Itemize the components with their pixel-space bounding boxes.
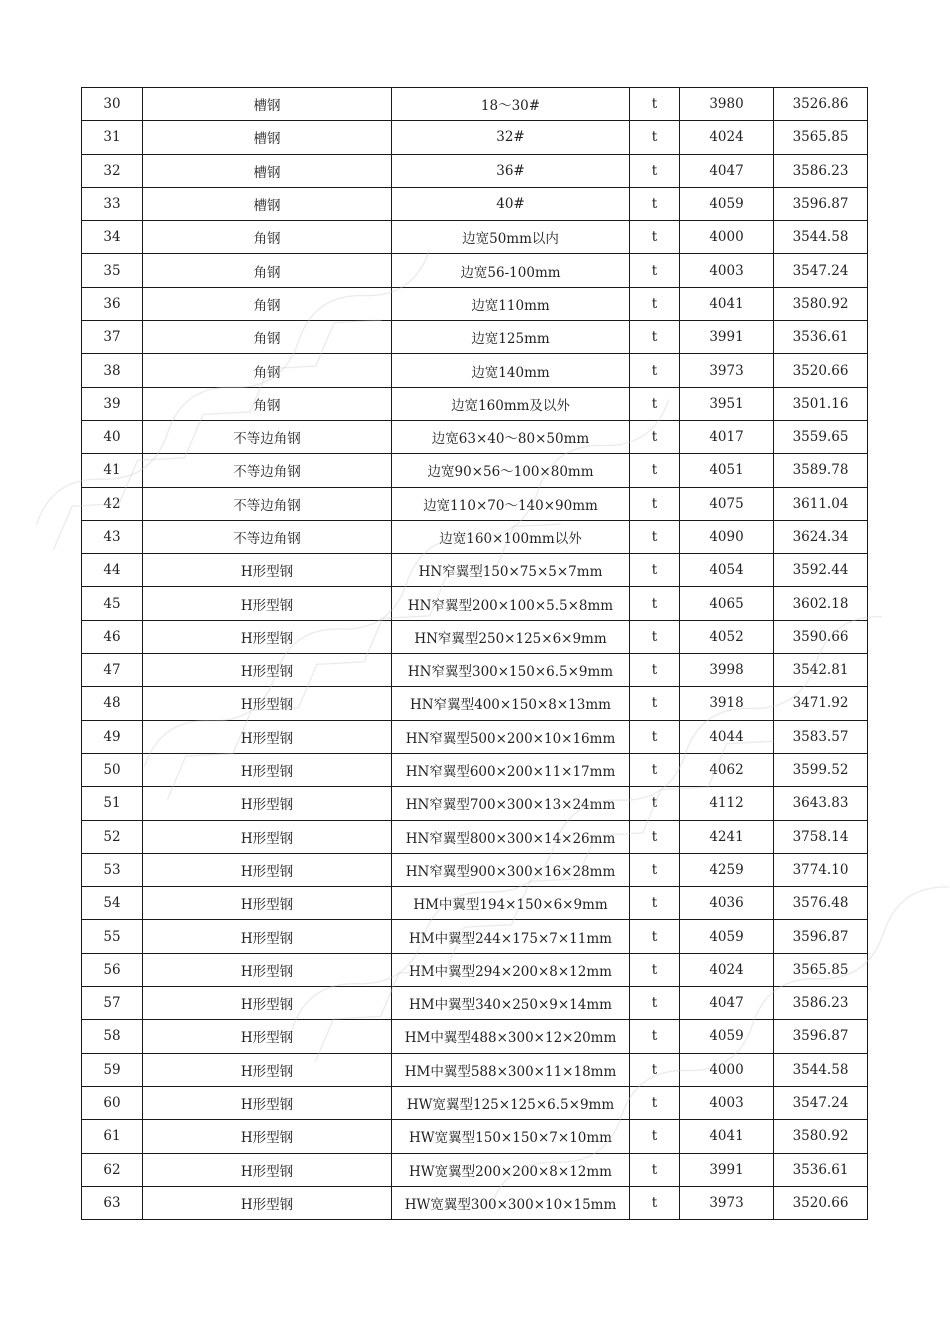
table-row — [82, 620, 868, 653]
price-tax-included-cell: 4036 — [680, 887, 774, 920]
material-name-cell: 角钢 — [143, 254, 392, 287]
price-tax-excluded-cell: 3586.23 — [774, 987, 868, 1020]
row-number-cell: 56 — [82, 953, 143, 986]
material-name-cell: 槽钢 — [143, 187, 392, 220]
table-row — [82, 487, 868, 520]
price-tax-included-cell: 4062 — [680, 753, 774, 786]
price-tax-included-cell: 4051 — [680, 454, 774, 487]
material-name-cell: H形型钢 — [143, 1153, 392, 1186]
table-row — [82, 820, 868, 853]
row-number-cell: 30 — [82, 88, 143, 121]
table-row — [82, 720, 868, 753]
price-tax-excluded-cell: 3586.23 — [774, 154, 868, 187]
table-row — [82, 354, 868, 387]
price-tax-included-cell: 3998 — [680, 654, 774, 687]
price-tax-included-cell: 4075 — [680, 487, 774, 520]
material-name-cell: H形型钢 — [143, 1086, 392, 1119]
price-tax-excluded-cell: 3536.61 — [774, 321, 868, 354]
table-row — [82, 1186, 868, 1219]
price-tax-included-cell: 3991 — [680, 1153, 774, 1186]
unit-cell: t — [630, 620, 680, 653]
price-tax-included-cell: 4000 — [680, 1053, 774, 1086]
unit-cell: t — [630, 987, 680, 1020]
specification-cell: HN窄翼型200×100×5.5×8mm — [392, 587, 630, 620]
specification-cell: HW宽翼型300×300×10×15mm — [392, 1186, 630, 1219]
price-tax-included-cell: 4047 — [680, 154, 774, 187]
material-name-cell: H形型钢 — [143, 720, 392, 753]
table-row — [82, 1086, 868, 1119]
price-tax-included-cell: 4112 — [680, 787, 774, 820]
price-tax-excluded-cell: 3580.92 — [774, 287, 868, 320]
unit-cell: t — [630, 387, 680, 420]
row-number-cell: 54 — [82, 887, 143, 920]
specification-cell: HN窄翼型500×200×10×16mm — [392, 720, 630, 753]
specification-cell: HN窄翼型300×150×6.5×9mm — [392, 654, 630, 687]
row-number-cell: 32 — [82, 154, 143, 187]
price-tax-included-cell: 3980 — [680, 88, 774, 121]
row-number-cell: 31 — [82, 121, 143, 154]
unit-cell: t — [630, 88, 680, 121]
unit-cell: t — [630, 420, 680, 453]
price-tax-excluded-cell: 3547.24 — [774, 254, 868, 287]
unit-cell: t — [630, 820, 680, 853]
specification-cell: 边宽90×56～100×80mm — [392, 454, 630, 487]
row-number-cell: 34 — [82, 221, 143, 254]
unit-cell: t — [630, 221, 680, 254]
price-tax-included-cell: 3951 — [680, 387, 774, 420]
unit-cell: t — [630, 487, 680, 520]
material-name-cell: 槽钢 — [143, 121, 392, 154]
price-tax-included-cell: 3973 — [680, 354, 774, 387]
material-name-cell: H形型钢 — [143, 620, 392, 653]
price-tax-included-cell: 4047 — [680, 987, 774, 1020]
unit-cell: t — [630, 654, 680, 687]
material-name-cell: 不等边角钢 — [143, 420, 392, 453]
table-row — [82, 1020, 868, 1053]
price-tax-included-cell: 4241 — [680, 820, 774, 853]
specification-cell: 36# — [392, 154, 630, 187]
price-tax-excluded-cell: 3583.57 — [774, 720, 868, 753]
material-name-cell: H形型钢 — [143, 1186, 392, 1219]
material-name-cell: 不等边角钢 — [143, 520, 392, 553]
unit-cell: t — [630, 1020, 680, 1053]
price-tax-included-cell: 3973 — [680, 1186, 774, 1219]
price-tax-excluded-cell: 3596.87 — [774, 920, 868, 953]
unit-cell: t — [630, 187, 680, 220]
specification-cell: 32# — [392, 121, 630, 154]
specification-cell: HN窄翼型250×125×6×9mm — [392, 620, 630, 653]
price-tax-included-cell: 4044 — [680, 720, 774, 753]
specification-cell: HM中翼型588×300×11×18mm — [392, 1053, 630, 1086]
material-name-cell: H形型钢 — [143, 587, 392, 620]
unit-cell: t — [630, 753, 680, 786]
row-number-cell: 60 — [82, 1086, 143, 1119]
price-tax-excluded-cell: 3590.66 — [774, 620, 868, 653]
unit-cell: t — [630, 454, 680, 487]
specification-cell: 边宽110×70～140×90mm — [392, 487, 630, 520]
table-row — [82, 187, 868, 220]
unit-cell: t — [630, 121, 680, 154]
price-tax-excluded-cell: 3774.10 — [774, 853, 868, 886]
row-number-cell: 52 — [82, 820, 143, 853]
material-name-cell: 槽钢 — [143, 154, 392, 187]
specification-cell: 边宽125mm — [392, 321, 630, 354]
unit-cell: t — [630, 687, 680, 720]
material-name-cell: H形型钢 — [143, 554, 392, 587]
specification-cell: HN窄翼型600×200×11×17mm — [392, 753, 630, 786]
price-tax-excluded-cell: 3596.87 — [774, 1020, 868, 1053]
table-row — [82, 587, 868, 620]
price-tax-excluded-cell: 3596.87 — [774, 187, 868, 220]
table-row — [82, 687, 868, 720]
price-tax-included-cell: 4017 — [680, 420, 774, 453]
price-tax-included-cell: 4065 — [680, 587, 774, 620]
material-name-cell: H形型钢 — [143, 1120, 392, 1153]
specification-cell: HW宽翼型125×125×6.5×9mm — [392, 1086, 630, 1119]
unit-cell: t — [630, 887, 680, 920]
unit-cell: t — [630, 920, 680, 953]
price-tax-included-cell: 4052 — [680, 620, 774, 653]
material-name-cell: H形型钢 — [143, 1020, 392, 1053]
specification-cell: 边宽63×40～80×50mm — [392, 420, 630, 453]
specification-cell: HM中翼型294×200×8×12mm — [392, 953, 630, 986]
material-name-cell: 角钢 — [143, 221, 392, 254]
price-tax-included-cell: 4059 — [680, 920, 774, 953]
price-tax-excluded-cell: 3526.86 — [774, 88, 868, 121]
unit-cell: t — [630, 1120, 680, 1153]
material-name-cell: H形型钢 — [143, 953, 392, 986]
table-row — [82, 454, 868, 487]
price-tax-excluded-cell: 3602.18 — [774, 587, 868, 620]
price-tax-excluded-cell: 3643.83 — [774, 787, 868, 820]
row-number-cell: 37 — [82, 321, 143, 354]
row-number-cell: 63 — [82, 1186, 143, 1219]
price-tax-excluded-cell: 3758.14 — [774, 820, 868, 853]
price-tax-included-cell: 4259 — [680, 853, 774, 886]
price-tax-excluded-cell: 3599.52 — [774, 753, 868, 786]
specification-cell: HM中翼型340×250×9×14mm — [392, 987, 630, 1020]
unit-cell: t — [630, 554, 680, 587]
row-number-cell: 53 — [82, 853, 143, 886]
price-tax-included-cell: 4090 — [680, 520, 774, 553]
price-tax-included-cell: 4024 — [680, 953, 774, 986]
specification-cell: 边宽160×100mm以外 — [392, 520, 630, 553]
table-row — [82, 920, 868, 953]
row-number-cell: 61 — [82, 1120, 143, 1153]
material-name-cell: 角钢 — [143, 287, 392, 320]
price-tax-included-cell: 4041 — [680, 1120, 774, 1153]
unit-cell: t — [630, 1153, 680, 1186]
material-name-cell: H形型钢 — [143, 1053, 392, 1086]
row-number-cell: 49 — [82, 720, 143, 753]
unit-cell: t — [630, 1186, 680, 1219]
material-name-cell: 角钢 — [143, 387, 392, 420]
price-tax-included-cell: 3918 — [680, 687, 774, 720]
specification-cell: 18～30# — [392, 88, 630, 121]
specification-cell: 边宽56-100mm — [392, 254, 630, 287]
price-tax-excluded-cell: 3565.85 — [774, 121, 868, 154]
row-number-cell: 55 — [82, 920, 143, 953]
material-name-cell: 角钢 — [143, 321, 392, 354]
price-tax-excluded-cell: 3576.48 — [774, 887, 868, 920]
price-tax-excluded-cell: 3580.92 — [774, 1120, 868, 1153]
table-row — [82, 321, 868, 354]
row-number-cell: 42 — [82, 487, 143, 520]
table-row — [82, 887, 868, 920]
price-tax-excluded-cell: 3611.04 — [774, 487, 868, 520]
table-row — [82, 387, 868, 420]
price-tax-excluded-cell: 3536.61 — [774, 1153, 868, 1186]
table-row — [82, 520, 868, 553]
price-tax-excluded-cell: 3565.85 — [774, 953, 868, 986]
specification-cell: HN窄翼型400×150×8×13mm — [392, 687, 630, 720]
price-tax-excluded-cell: 3559.65 — [774, 420, 868, 453]
price-tax-excluded-cell: 3589.78 — [774, 454, 868, 487]
material-name-cell: H形型钢 — [143, 687, 392, 720]
table-row — [82, 121, 868, 154]
price-tax-excluded-cell: 3542.81 — [774, 654, 868, 687]
price-tax-excluded-cell: 3592.44 — [774, 554, 868, 587]
price-tax-included-cell: 4059 — [680, 1020, 774, 1053]
row-number-cell: 47 — [82, 654, 143, 687]
row-number-cell: 38 — [82, 354, 143, 387]
price-tax-included-cell: 4054 — [680, 554, 774, 587]
specification-cell: 边宽160mm及以外 — [392, 387, 630, 420]
price-tax-excluded-cell: 3624.34 — [774, 520, 868, 553]
material-name-cell: 槽钢 — [143, 88, 392, 121]
material-name-cell: 不等边角钢 — [143, 454, 392, 487]
row-number-cell: 58 — [82, 1020, 143, 1053]
price-tax-included-cell: 4000 — [680, 221, 774, 254]
unit-cell: t — [630, 520, 680, 553]
price-table — [81, 87, 868, 1220]
table-row — [82, 88, 868, 121]
price-tax-excluded-cell: 3501.16 — [774, 387, 868, 420]
table-row — [82, 953, 868, 986]
price-tax-included-cell: 4003 — [680, 254, 774, 287]
material-name-cell: H形型钢 — [143, 853, 392, 886]
row-number-cell: 48 — [82, 687, 143, 720]
table-row — [82, 753, 868, 786]
unit-cell: t — [630, 354, 680, 387]
material-name-cell: H形型钢 — [143, 753, 392, 786]
table-row — [82, 420, 868, 453]
row-number-cell: 62 — [82, 1153, 143, 1186]
row-number-cell: 41 — [82, 454, 143, 487]
specification-cell: 边宽140mm — [392, 354, 630, 387]
row-number-cell: 45 — [82, 587, 143, 620]
specification-cell: HN窄翼型800×300×14×26mm — [392, 820, 630, 853]
unit-cell: t — [630, 1053, 680, 1086]
table-row — [82, 654, 868, 687]
unit-cell: t — [630, 587, 680, 620]
specification-cell: HN窄翼型150×75×5×7mm — [392, 554, 630, 587]
row-number-cell: 50 — [82, 753, 143, 786]
specification-cell: HM中翼型194×150×6×9mm — [392, 887, 630, 920]
specification-cell: HN窄翼型700×300×13×24mm — [392, 787, 630, 820]
material-name-cell: 不等边角钢 — [143, 487, 392, 520]
material-name-cell: H形型钢 — [143, 887, 392, 920]
material-name-cell: 角钢 — [143, 354, 392, 387]
specification-cell: 40# — [392, 187, 630, 220]
row-number-cell: 44 — [82, 554, 143, 587]
price-tax-excluded-cell: 3544.58 — [774, 1053, 868, 1086]
row-number-cell: 59 — [82, 1053, 143, 1086]
specification-cell: HW宽翼型200×200×8×12mm — [392, 1153, 630, 1186]
row-number-cell: 33 — [82, 187, 143, 220]
row-number-cell: 43 — [82, 520, 143, 553]
table-row — [82, 1053, 868, 1086]
table-row — [82, 1153, 868, 1186]
unit-cell: t — [630, 287, 680, 320]
unit-cell: t — [630, 953, 680, 986]
price-tax-excluded-cell: 3520.66 — [774, 354, 868, 387]
row-number-cell: 39 — [82, 387, 143, 420]
price-tax-included-cell: 3991 — [680, 321, 774, 354]
material-name-cell: H形型钢 — [143, 920, 392, 953]
unit-cell: t — [630, 787, 680, 820]
material-name-cell: H形型钢 — [143, 820, 392, 853]
table-row — [82, 987, 868, 1020]
specification-cell: HM中翼型244×175×7×11mm — [392, 920, 630, 953]
price-tax-included-cell: 4059 — [680, 187, 774, 220]
price-tax-excluded-cell: 3471.92 — [774, 687, 868, 720]
table-row — [82, 554, 868, 587]
table-row — [82, 787, 868, 820]
row-number-cell: 40 — [82, 420, 143, 453]
row-number-cell: 51 — [82, 787, 143, 820]
row-number-cell: 57 — [82, 987, 143, 1020]
table-body — [82, 88, 868, 1220]
material-name-cell: H形型钢 — [143, 654, 392, 687]
table-row — [82, 287, 868, 320]
material-name-cell: H形型钢 — [143, 987, 392, 1020]
specification-cell: HW宽翼型150×150×7×10mm — [392, 1120, 630, 1153]
row-number-cell: 46 — [82, 620, 143, 653]
table-row — [82, 1120, 868, 1153]
price-tax-excluded-cell: 3520.66 — [774, 1186, 868, 1219]
price-tax-excluded-cell: 3544.58 — [774, 221, 868, 254]
specification-cell: HN窄翼型900×300×16×28mm — [392, 853, 630, 886]
price-tax-included-cell: 4024 — [680, 121, 774, 154]
table-row — [82, 154, 868, 187]
row-number-cell: 35 — [82, 254, 143, 287]
price-tax-excluded-cell: 3547.24 — [774, 1086, 868, 1119]
row-number-cell: 36 — [82, 287, 143, 320]
specification-cell: 边宽50mm以内 — [392, 221, 630, 254]
unit-cell: t — [630, 1086, 680, 1119]
material-name-cell: H形型钢 — [143, 787, 392, 820]
unit-cell: t — [630, 254, 680, 287]
unit-cell: t — [630, 720, 680, 753]
price-tax-included-cell: 4003 — [680, 1086, 774, 1119]
table-row — [82, 221, 868, 254]
price-tax-included-cell: 4041 — [680, 287, 774, 320]
specification-cell: 边宽110mm — [392, 287, 630, 320]
unit-cell: t — [630, 853, 680, 886]
unit-cell: t — [630, 321, 680, 354]
specification-cell: HM中翼型488×300×12×20mm — [392, 1020, 630, 1053]
table-row — [82, 853, 868, 886]
table-row — [82, 254, 868, 287]
unit-cell: t — [630, 154, 680, 187]
